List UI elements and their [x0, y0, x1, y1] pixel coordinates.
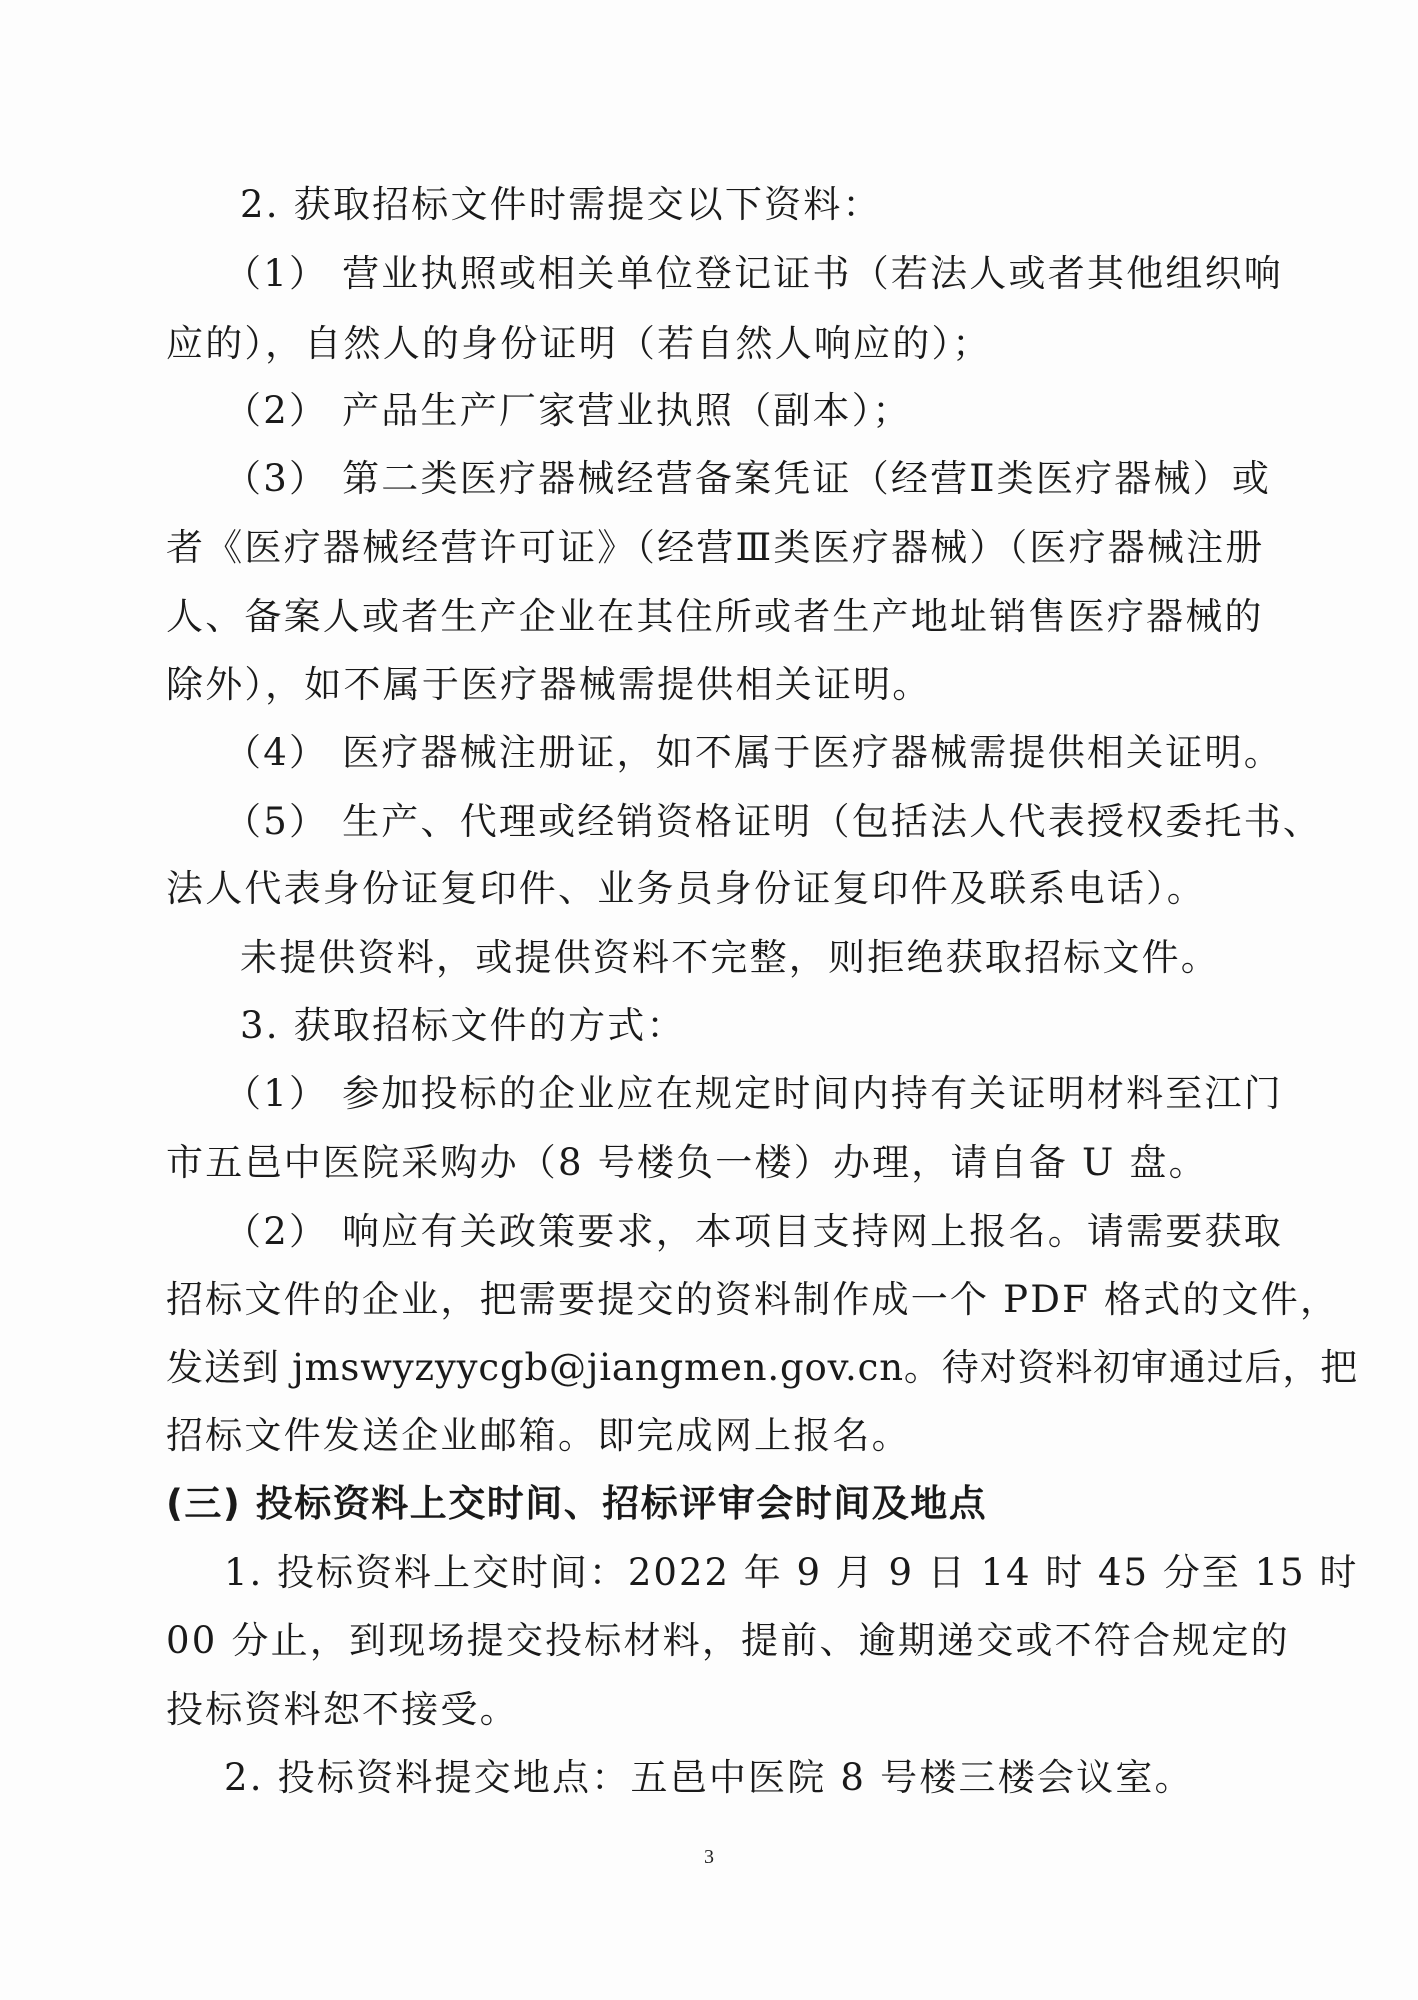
text-line: （5） 生产、代理或经销资格证明（包括法人代表授权委托书、	[224, 800, 1323, 843]
text-line: 应的），自然人的身份证明（若自然人响应的）；	[166, 322, 992, 365]
text-line: 招标文件发送企业邮箱。即完成网上报名。	[166, 1414, 911, 1457]
text-line: 1. 投标资料上交时间：2022 年 9 月 9 日 14 时 45 分至 15 时	[224, 1551, 1359, 1594]
text-line: （4） 医疗器械注册证，如不属于医疗器械需提供相关证明。	[224, 731, 1283, 774]
text-line: 法人代表身份证复印件、业务员身份证复印件及联系电话）。	[166, 867, 1206, 910]
text-line: 投标资料恕不接受。	[166, 1688, 519, 1731]
text-line: 人、备案人或者生产企业在其住所或者生产地址销售医疗器械的	[166, 595, 1264, 638]
text-line: 者《医疗器械经营许可证》（经营Ⅲ类医疗器械）（医疗器械注册	[166, 526, 1265, 569]
page-number: 3	[704, 1846, 714, 1868]
text-line: 2. 获取招标文件时需提交以下资料：	[240, 183, 882, 226]
text-line: （2） 响应有关政策要求，本项目支持网上报名。请需要获取	[224, 1210, 1283, 1253]
text-line: （1） 参加投标的企业应在规定时间内持有关证明材料至江门	[224, 1072, 1283, 1115]
text-line: 3. 获取招标文件的方式：	[240, 1004, 686, 1047]
text-line: 招标文件的企业，把需要提交的资料制作成一个 PDF 格式的文件，	[166, 1278, 1340, 1321]
text-line: 发送到 jmswyzyycgb@jiangmen.gov.cn。待对资料初审通过后，把	[166, 1346, 1359, 1389]
text-line: 00 分止，到现场提交投标材料，提前、逾期递交或不符合规定的	[166, 1619, 1290, 1662]
text-line: 未提供资料，或提供资料不完整，则拒绝获取招标文件。	[240, 936, 1220, 979]
text-line: （1） 营业执照或相关单位登记证书（若法人或者其他组织响	[224, 252, 1283, 295]
text-line: 市五邑中医院采购办（8 号楼负一楼）办理，请自备 U 盘。	[166, 1141, 1208, 1184]
text-line: （3） 第二类医疗器械经营备案凭证（经营Ⅱ类医疗器械）或	[224, 457, 1272, 500]
text-line: 除外），如不属于医疗器械需提供相关证明。	[166, 663, 932, 706]
section-heading: (三) 投标资料上交时间、招标评审会时间及地点	[166, 1482, 988, 1525]
text-line: 2. 投标资料提交地点：五邑中医院 8 号楼三楼会议室。	[224, 1756, 1194, 1799]
text-line: （2） 产品生产厂家营业执照（副本）；	[224, 389, 912, 432]
